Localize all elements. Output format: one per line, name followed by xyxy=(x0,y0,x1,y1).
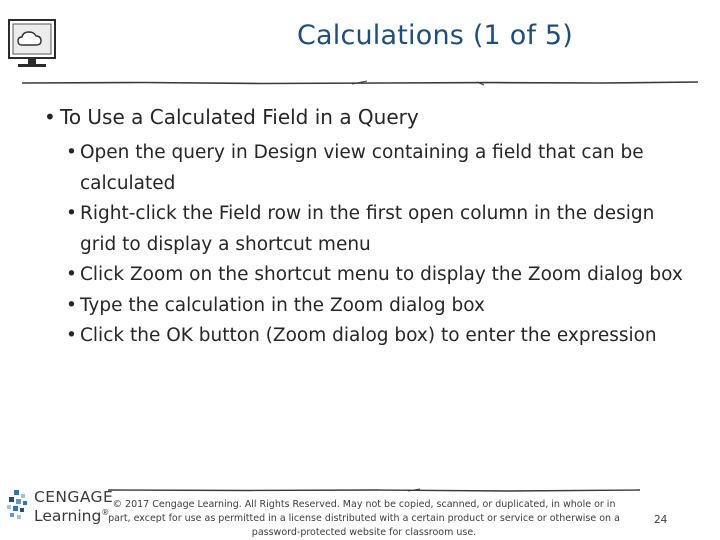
bullet-marker: • xyxy=(66,264,77,285)
bullet-main xyxy=(44,104,694,130)
bullet-marker: • xyxy=(66,142,77,163)
footer-divider xyxy=(108,486,640,498)
sub-bullet-text: Click Zoom on the shortcut menu to display the Zoom dialog box xyxy=(80,264,683,285)
cloud-computer-icon xyxy=(6,16,58,72)
copyright-notice: © 2017 Cengage Learning. All Rights Reserved. May not be copied, scanned, or duplicated, in whole or in part, except for use as permitted in a license distributed with a certain product or service or otherwise on a password-protected website for classroom use. xyxy=(108,499,620,538)
sub-bullet xyxy=(66,291,694,322)
sub-bullet xyxy=(66,199,694,260)
sub-bullet xyxy=(66,321,694,352)
registered-mark: ® xyxy=(101,507,110,517)
bullet-marker: • xyxy=(44,105,56,129)
logo-text-learning-word: Learning xyxy=(34,507,102,525)
slide-title: Calculations (1 of 5) xyxy=(296,20,574,51)
sub-bullet-list xyxy=(66,138,694,352)
sub-bullet xyxy=(66,260,694,291)
bullet-marker: • xyxy=(66,325,77,346)
bullet-marker: • xyxy=(66,294,77,316)
sub-bullet-text: Open the query in Design view containing a field that can be calculated xyxy=(80,142,644,194)
logo-text-cengage: CENGAGE xyxy=(34,488,114,506)
bullet-marker: • xyxy=(66,203,77,224)
title-divider xyxy=(22,74,698,90)
sub-bullet-text: Right-click the Field row in the first open column in the design grid to display a shortcut menu xyxy=(80,203,655,255)
bullet-text: To Use a Calculated Field in a Query xyxy=(60,105,419,129)
cengage-logo xyxy=(4,486,114,532)
sub-bullet-text: Click the OK button (Zoom dialog box) to enter the expression xyxy=(80,325,657,346)
sub-bullet-text: Type the calculation in the Zoom dialog box xyxy=(80,294,485,316)
slide-content xyxy=(44,104,694,352)
page-number: 24 xyxy=(654,514,668,526)
cengage-dots-icon xyxy=(4,488,32,524)
logo-text-learning xyxy=(34,507,109,525)
sub-bullet xyxy=(66,138,694,199)
